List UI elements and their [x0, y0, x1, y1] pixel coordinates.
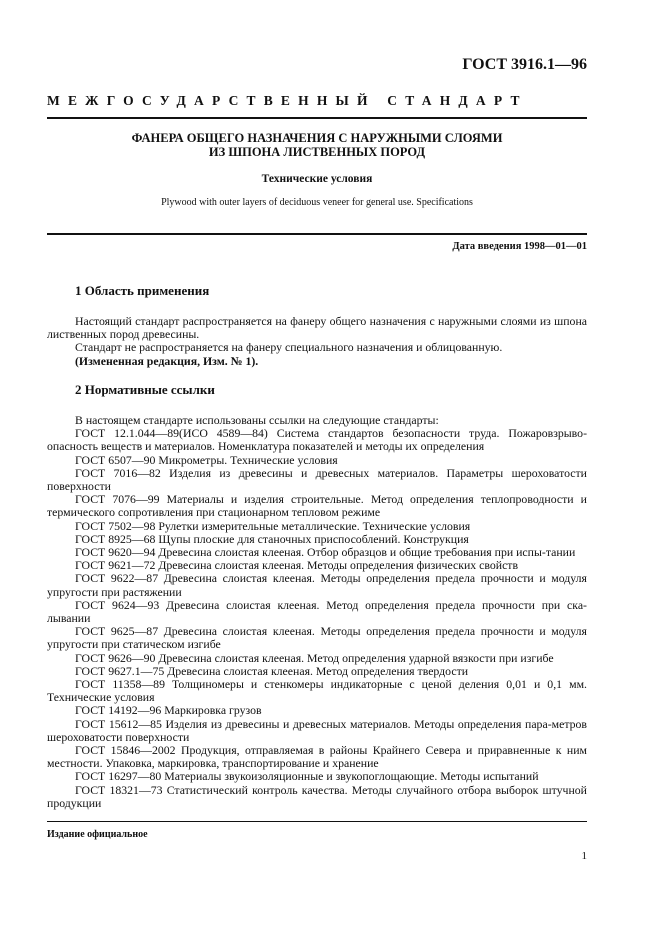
official-edition-note: Издание официальное: [47, 829, 148, 840]
reference-item: ГОСТ 9625—87 Древесина слоистая клееная. Методы определения предела прочности и модуля упругости при статическом изгибе: [47, 624, 587, 652]
interstate-standard-banner: МЕЖГОСУДАРСТВЕННЫЙ СТАНДАРТ: [47, 93, 528, 108]
reference-item: ГОСТ 9621—72 Древесина слоистая клееная. Методы определения физических свойств: [75, 558, 519, 573]
section-heading-scope: 1 Область применения: [75, 283, 210, 298]
reference-item: ГОСТ 9622—87 Древесина слоистая клееная. Методы определения предела прочности и модуля упругости при растяжении: [47, 571, 587, 599]
section-heading-normative-references: 2 Нормативные ссылки: [75, 382, 215, 397]
reference-item: ГОСТ 7076—99 Материалы и изделия строительные. Метод определения теплопроводности и термического сопротивления при стационарном тепловом режиме: [47, 492, 587, 520]
reference-item: ГОСТ 6507—90 Микрометры. Технические условия: [75, 452, 338, 467]
reference-item: ГОСТ 7016—82 Изделия из древесины и древесных материалов. Параметры шероховатости поверхности: [47, 465, 587, 494]
introduction-date: Дата введения 1998—01—01: [452, 241, 587, 252]
paragraph: Стандарт не распространяется на фанеру специального назначения и облицованную.: [75, 340, 503, 355]
paragraph: В настоящем стандарте использованы ссылки на следующие стандарты:: [75, 413, 439, 427]
reference-item: ГОСТ 16297—80 Материалы звукоизоляционные и звукопоглощающие. Методы испытаний: [75, 769, 539, 784]
header-divider: [47, 117, 587, 119]
reference-item: ГОСТ 9624—93 Древесина слоистая клееная. Метод определения предела прочности при ска-лывании: [47, 597, 587, 626]
reference-item: ГОСТ 15846—2002 Продукция, отправляемая в районы Крайнего Севера и приравненные к ним местности. Упаковка, маркировка, транспортирование и хранение: [47, 743, 587, 771]
reference-item: ГОСТ 9620—94 Древесина слоистая клееная. Отбор образцов и общие требования при испы-тании: [75, 545, 576, 560]
document-code: ГОСТ 3916.1—96: [462, 56, 587, 73]
english-title: Plywood with outer layers of deciduous veneer for general use. Specifications: [161, 197, 473, 208]
reference-item: ГОСТ 8925—68 Щупы плоские для станочных приспособлений. Конструкция: [75, 531, 469, 546]
reference-item: ГОСТ 14192—96 Маркировка грузов: [75, 703, 262, 718]
page-number: 1: [581, 850, 587, 862]
reference-item: ГОСТ 9626—90 Древесина слоистая клееная. Метод определения ударной вязкости при изгибе: [75, 650, 554, 665]
section-body-normative-references: [47, 414, 587, 810]
document-title-line-1: ФАНЕРА ОБЩЕГО НАЗНАЧЕНИЯ С НАРУЖНЫМИ СЛОЯМИ: [131, 131, 503, 145]
section-body-scope: [47, 315, 587, 368]
document-subtitle: Технические условия: [261, 173, 373, 185]
document-title-line-2: ИЗ ШПОНА ЛИСТВЕННЫХ ПОРОД: [208, 145, 426, 159]
reference-item: ГОСТ 9627.1—75 Древесина слоистая клееная. Метод определения твердости: [75, 663, 469, 678]
reference-item: ГОСТ 12.1.044—89(ИСО 4589—84) Система стандартов безопасности труда. Пожаровзрыво-опасность веществ и материалов. Номенклатура показателей и методы их определения: [47, 426, 587, 454]
reference-item: ГОСТ 18321—73 Статистический контроль качества. Методы случайного отбора выборок штучной продукции: [47, 782, 587, 810]
reference-item: ГОСТ 15612—85 Изделия из древесины и древесных материалов. Методы определения пара-метров шероховатости поверхности: [47, 716, 587, 744]
reference-item: ГОСТ 11358—89 Толщиномеры и стенкомеры индикаторные с ценой деления 0,01 и 0,1 мм. Технические условия: [47, 677, 587, 705]
paragraph: Настоящий стандарт распространяется на фанеру общего назначения с наружными слоями из шпона лиственных пород древесины.: [47, 314, 587, 342]
title-divider: [47, 233, 587, 235]
footer-divider: [47, 821, 587, 822]
amendment-note: (Измененная редакция, Изм. № 1).: [75, 353, 259, 368]
reference-item: ГОСТ 7502—98 Рулетки измерительные металлические. Технические условия: [75, 518, 471, 533]
